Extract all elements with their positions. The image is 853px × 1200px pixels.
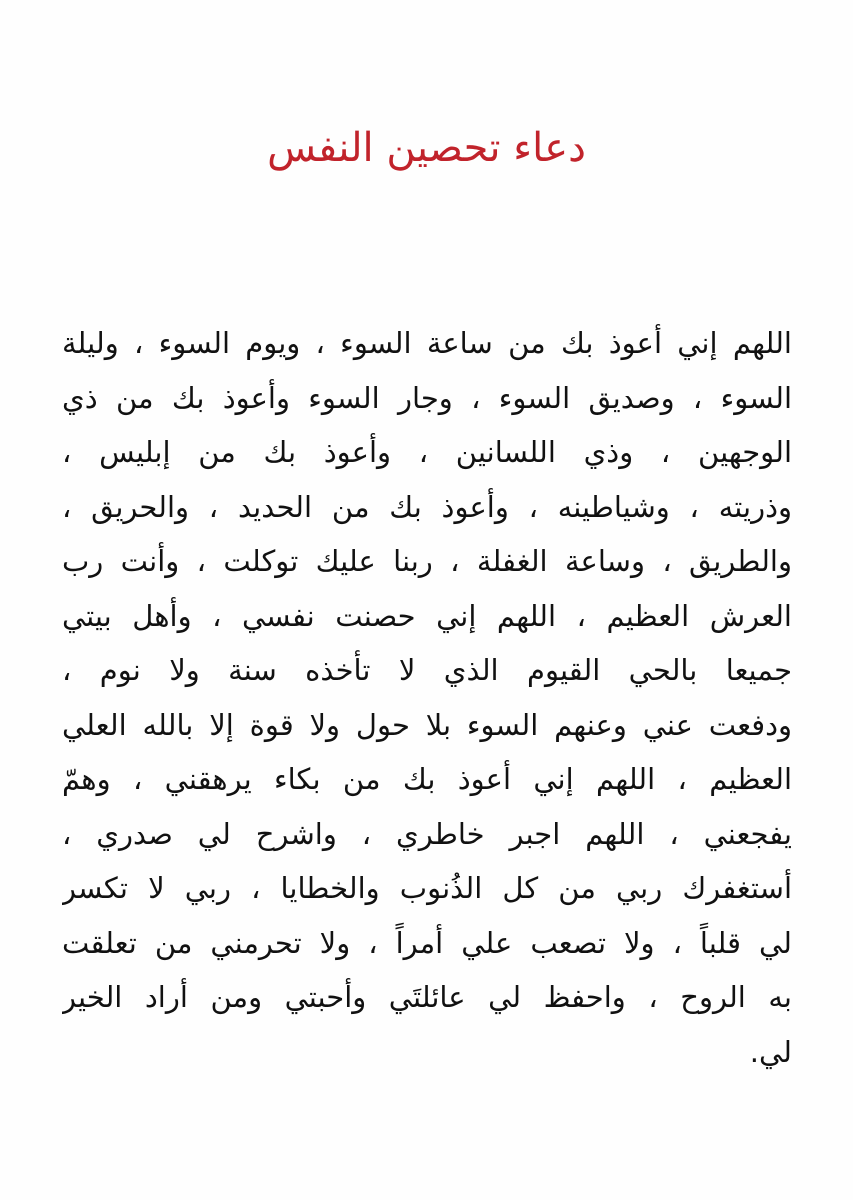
- text-line: ودفعت عني وعنهم السوء بلا حول ولا قوة إلا بالله العلي: [62, 707, 792, 742]
- text-line: اللهم إني أعوذ بك من ساعة السوء ، ويوم السوء ، وليلة: [62, 326, 792, 360]
- text-line: السوء ، وصديق السوء ، وجار السوء وأعوذ بك من ذي: [62, 380, 792, 415]
- text-line-last: لي.: [749, 1034, 792, 1069]
- text-line: لي قلباً ، ولا تصعب علي أمراً ، ولا تحرمني من تعلقت: [62, 925, 792, 960]
- text-line: العرش العظيم ، اللهم إني حصنت نفسي ، وأهل بيتي: [62, 598, 792, 633]
- text-line: به الروح ، واحفظ لي عائلتَي وأحبتي ومن أراد الخير: [62, 980, 792, 1014]
- prayer-text: [62, 316, 792, 1079]
- text-line: يفجعني ، اللهم اجبر خاطري ، واشرح لي صدري ،: [62, 816, 792, 851]
- text-line: وذريته ، وشياطينه ، وأعوذ بك من الحديد ، والحريق ،: [62, 489, 792, 524]
- text-line: العظيم ، اللهم إني أعوذ بك من بكاء يرهقني ، وهمّ: [62, 762, 792, 796]
- text-line: والطريق ، وساعة الغفلة ، ربنا عليك توكلت ، وأنت رب: [62, 544, 792, 578]
- text-line: أستغفرك ربي من كل الذُنوب والخطايا ، ربي لا تكسر: [62, 871, 792, 905]
- page-title: دعاء تحصين النفس: [267, 125, 586, 171]
- text-line: جميعا بالحي القيوم الذي لا تأخذه سنة ولا نوم ،: [62, 653, 792, 687]
- text-line: الوجهين ، وذي اللسانين ، وأعوذ بك من إبليس ،: [62, 435, 792, 469]
